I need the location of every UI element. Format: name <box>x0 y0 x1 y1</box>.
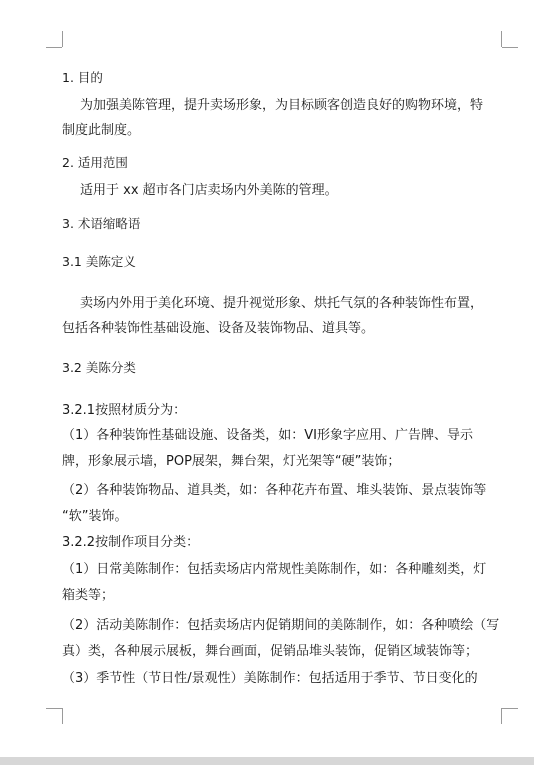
paragraph-line: 牌，形象展示墙，POP展架，舞台架，灯光架等“硬”装饰； <box>62 454 401 469</box>
paragraph-line: 真）类，各种展示展板，舞台画面，促销品堆头装饰，促销区域装饰等； <box>62 644 479 659</box>
heading-terms: 3. 术语缩略语 <box>62 216 141 231</box>
paragraph-line: 适用于 xx 超市各门店卖场内外美陈的管理。 <box>80 183 338 198</box>
paragraph-line: （1）各种装饰性基础设施、设备类，如：VI形象字应用、广告牌、导示 <box>62 428 473 443</box>
heading-classification: 3.2 美陈分类 <box>62 360 136 375</box>
heading-scope: 2. 适用范围 <box>62 155 128 170</box>
paragraph-line: “软”装饰。 <box>62 509 128 524</box>
paragraph-line: （1）日常美陈制作：包括卖场店内常规性美陈制作，如：各种雕刻类，灯 <box>62 562 487 577</box>
paragraph-line: （2）各种装饰物品、道具类，如：各种花卉布置、堆头装饰、景点装饰等 <box>62 483 487 498</box>
page-bottom-gutter <box>0 757 534 765</box>
paragraph-line: （3）季节性（节日性/景观性）美陈制作：包括适用于季节、节日变化的 <box>62 671 478 686</box>
subheading-project: 3.2.2按制作项目分类： <box>62 535 200 550</box>
subheading-material: 3.2.1按照材质分为： <box>62 403 187 418</box>
paragraph-line: 为加强美陈管理，提升卖场形象，为目标顾客创造良好的购物环境，特 <box>80 98 484 113</box>
paragraph-line: 箱类等； <box>62 588 115 603</box>
paragraph-line: 包括各种装饰性基础设施、设备及装饰物品、道具等。 <box>62 321 375 336</box>
paragraph-line: （2）活动美陈制作：包括卖场店内促销期间的美陈制作，如：各种喷绘（写 <box>62 618 500 633</box>
paragraph-line: 制度此制度。 <box>62 123 141 138</box>
heading-definition: 3.1 美陈定义 <box>62 254 136 269</box>
paragraph-line: 卖场内外用于美化环境、提升视觉形象、烘托气氛的各种装饰性布置， <box>80 296 484 311</box>
heading-purpose: 1. 目的 <box>62 70 103 85</box>
